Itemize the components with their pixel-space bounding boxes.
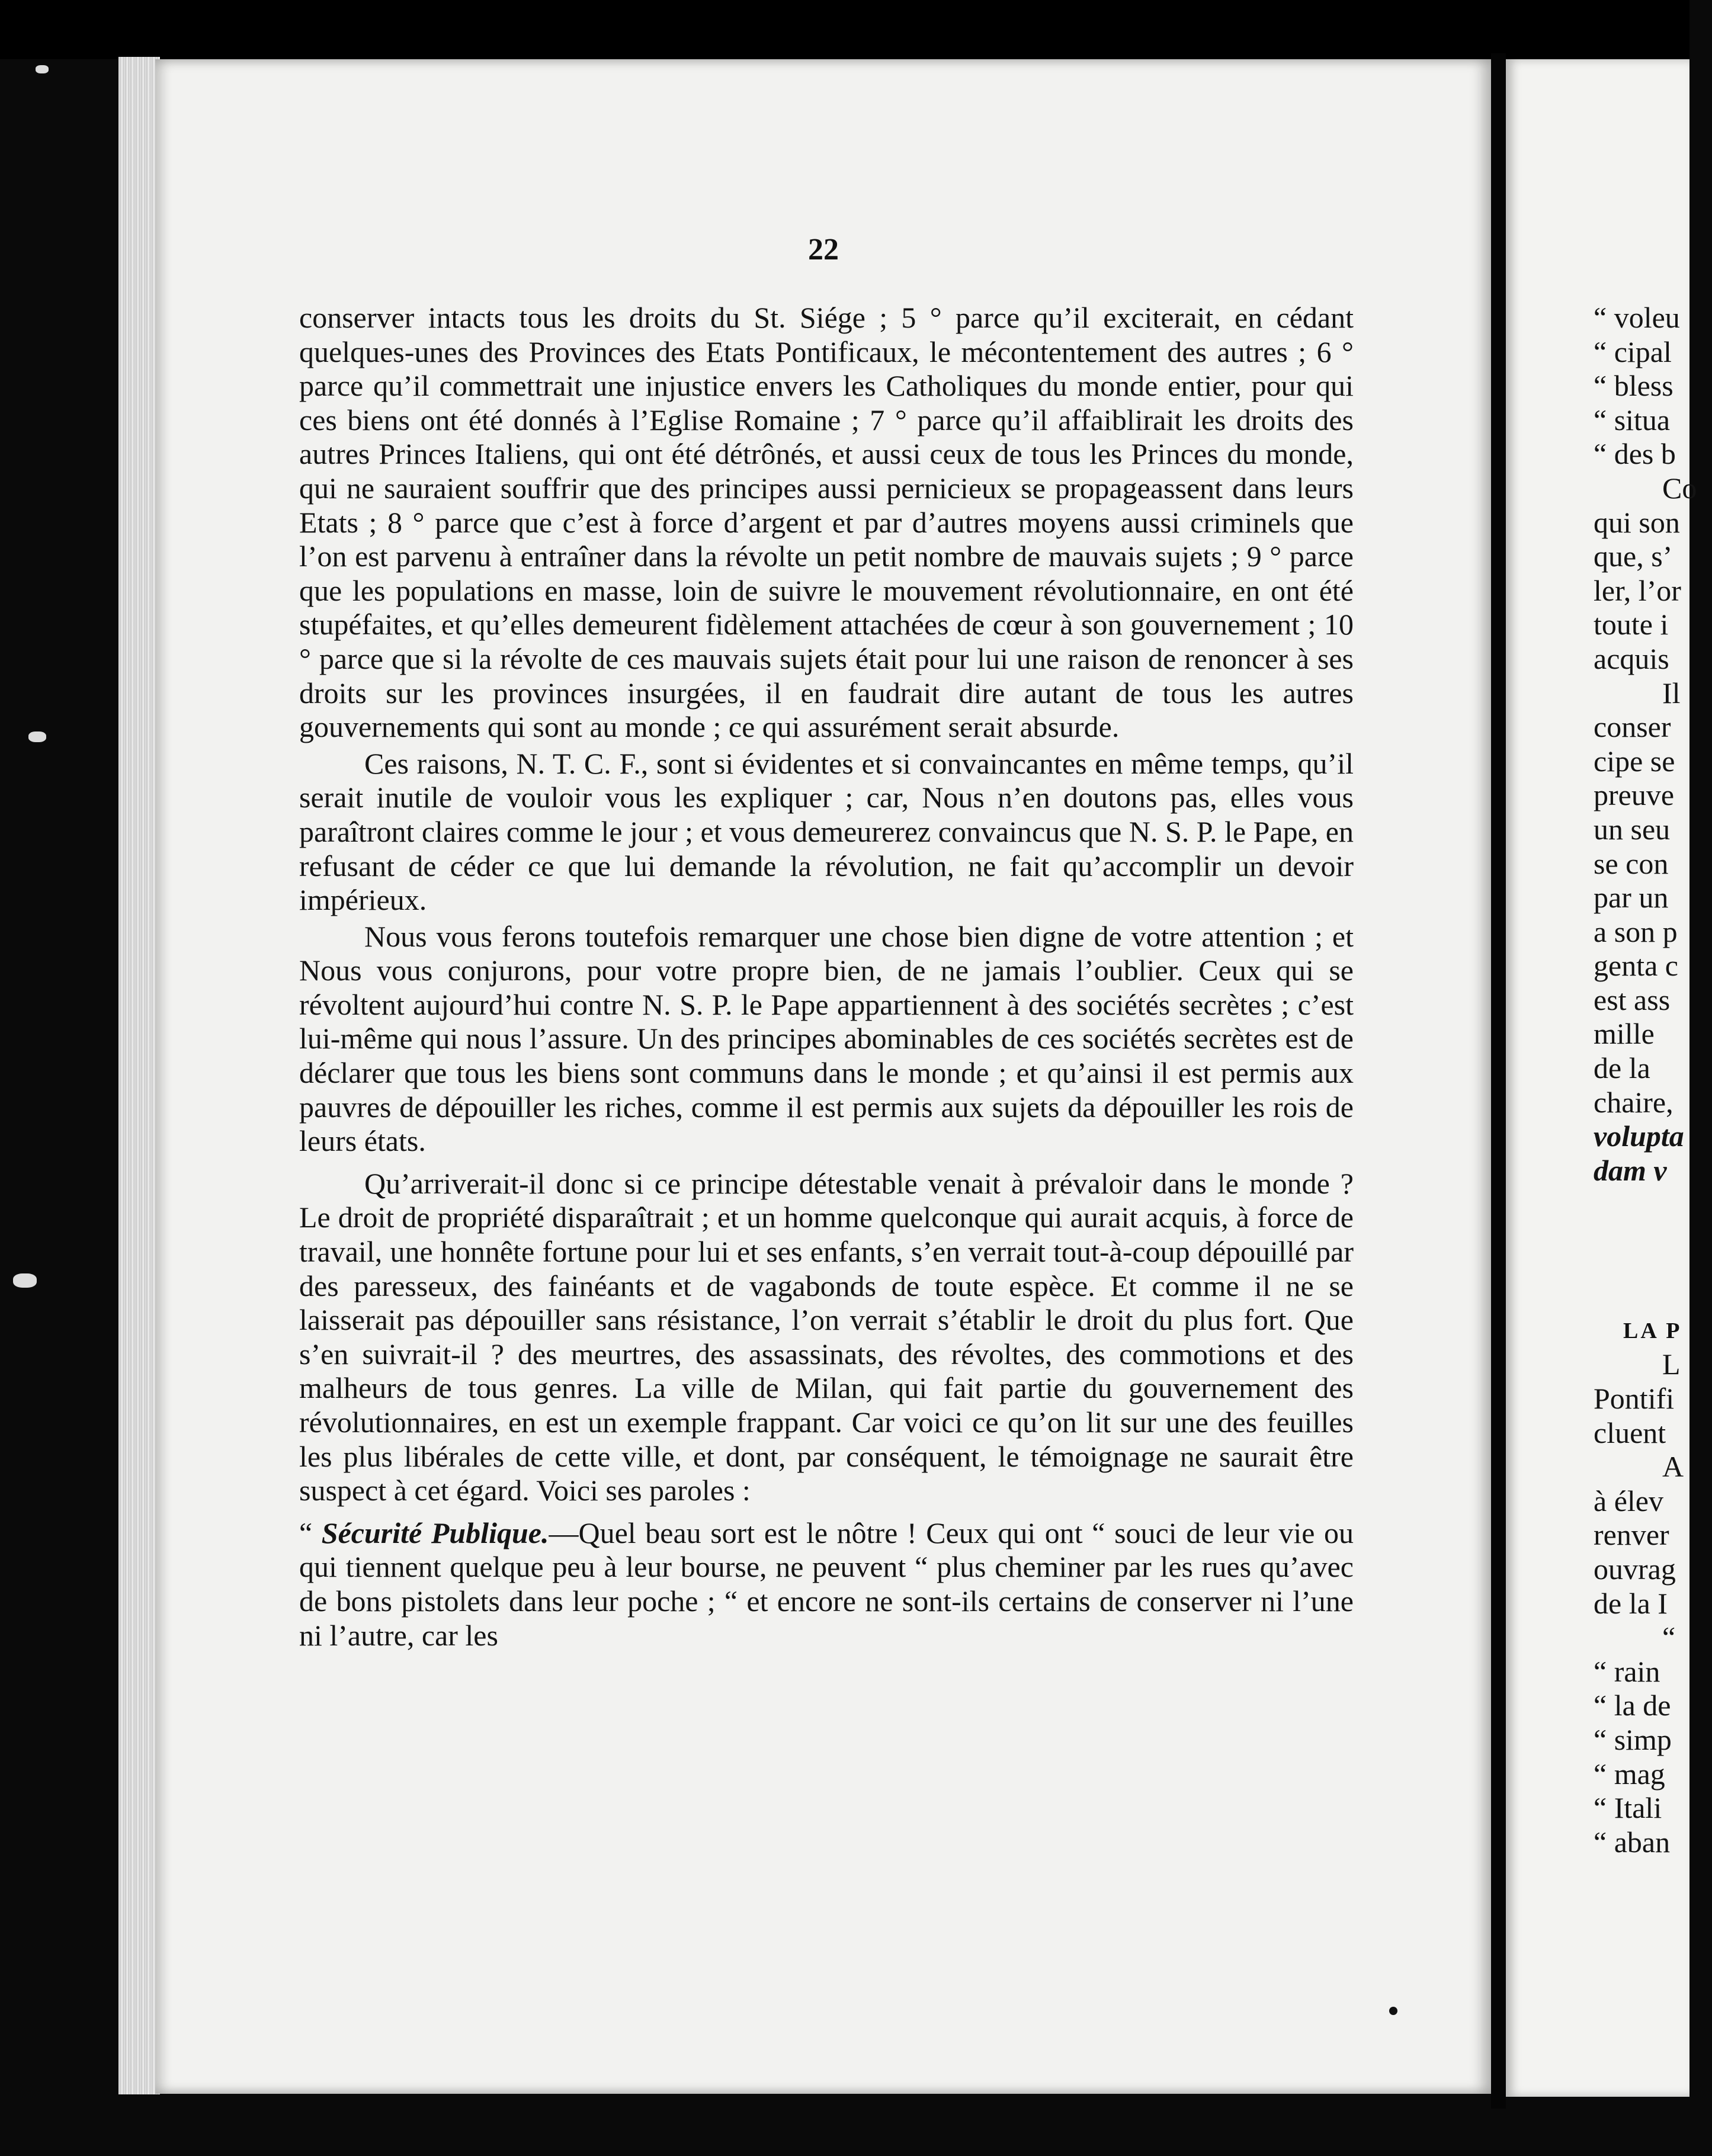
- right-page-line: “ des b: [1594, 437, 1676, 471]
- page-stack-edge: [118, 57, 160, 2094]
- paragraph-4: Qu’arriverait-il donc si ce principe détestable venait à prévaloir dans le monde ? Le droit de propriété disparaîtrait ; et un homme quelconque qui aurait acquis, à force de travail, une honnête fortune pour lui et ses enfants, s’en verrait tout-à-coup dépouillé par des paresseux, des fainéants et de vagabonds de toute espèce. Et comme il ne se laisserait pas dépouiller sans résistance, l’on verrait s’établir le droit du plus fort. Que s’en suivrait-il ? des meurtres, des assassinats, des révoltes, des commotions et des malheurs de tous genres. La ville de Milan, qui fait partie du gouvernement des révolutionnaires, en est un exemple frappant. Car voici ce qu’on lit sur une des feuilles les plus libérales de cette ville, et dont, par conséquent, le témoignage ne saurait être suspect à cet égard. Voici ses paroles :: [299, 1166, 1354, 1507]
- right-page-line: “ cipal: [1594, 335, 1672, 368]
- quote-open-mark: “: [299, 1516, 313, 1549]
- paragraph-2: Ces raisons, N. T. C. F., sont si évidentes et si convaincantes en même temps, qu’il serait inutile de vouloir vous les expliquer ; car, Nous n’en doutons pas, elles vous paraîtront claires comme le jour ; et vous demeurerez convaincus que N. S. P. le Pape, en refusant de céder ce que lui demande la révolution, ne fait qu’accomplir un devoir impérieux.: [299, 746, 1354, 917]
- right-page-line: genta c: [1594, 949, 1678, 983]
- page-number: 22: [808, 233, 839, 267]
- right-page-line: chaire,: [1594, 1085, 1673, 1119]
- body-text: [299, 301, 1354, 1653]
- right-page-line: toute i: [1594, 608, 1669, 641]
- paragraph-3: Nous vous ferons toutefois remarquer une chose bien digne de votre attention ; et Nous vous conjurons, pour votre propre bien, de ne jamais l’oublier. Ceux qui se révoltent aujourd’hui contre N. S. P. le Pape appartiennent à des sociétés secrètes ; c’est lui-même qui nous l’assure. Un des principes abominables de ces sociétés secrètes est de déclarer que tous les biens sont communs dans le monde ; et qu’ainsi il est permis aux pauvres de dépouiller les riches, comme il est permis aux sujets da dépouiller les rois de leurs états.: [299, 919, 1354, 1158]
- scan-speck: [13, 1273, 37, 1288]
- right-page-line: “ Itali: [1594, 1791, 1662, 1825]
- right-page-line: “: [1662, 1621, 1676, 1654]
- quote-body: —Quel beau sort est le nôtre ! Ceux qui ont “ souci de leur vie ou qui tiennent quelque peu à leur bourse, ne peuvent “ plus cheminer par les rues qu’avec de bons pistolets dans leur poche ; “ et encore ne sont-ils certains de conserver ni l’une ni l’autre, car les: [299, 1516, 1354, 1652]
- right-page-line: “ la de: [1594, 1689, 1671, 1722]
- right-page-line: A: [1662, 1450, 1684, 1484]
- quote-paragraph: [299, 1516, 1354, 1653]
- scan-border: [0, 0, 1689, 59]
- right-page-line: preuve: [1594, 778, 1675, 812]
- right-page-line: conser: [1594, 710, 1671, 744]
- right-page-line: qui son: [1594, 505, 1680, 539]
- right-page-line: a son p: [1594, 915, 1678, 948]
- right-page-line: “ rain: [1594, 1654, 1660, 1688]
- right-page-line: volupta: [1594, 1119, 1684, 1153]
- right-page-line: un seu: [1594, 812, 1671, 846]
- right-page-line: Pontifi: [1594, 1382, 1675, 1416]
- scan-speck: [28, 732, 46, 742]
- book-gutter: [1491, 53, 1506, 2109]
- right-page-line: Il: [1662, 676, 1681, 710]
- right-page-line: “ voleu: [1594, 301, 1680, 334]
- right-page-line: cluent: [1594, 1416, 1666, 1449]
- right-page-text: [1594, 301, 1712, 1859]
- right-page-line: mille: [1594, 1017, 1655, 1051]
- paragraph-1: conserver intacts tous les droits du St. Siége ; 5 ° parce qu’il exciterait, en cédant quelques-unes des Provinces des Etats Pontificaux, le mécontentement des autres ; 6 ° parce qu’il commettrait une injustice envers les Catholiques du monde entier, pour qui ces biens ont été donnés à l’Eglise Romaine ; 7 ° parce qu’il affaiblirait les droits des autres Princes Italiens, qui ont été détrônés, et aussi ceux de tous les Princes du monde, qui ne sauraient souffrir que des principes aussi pernicieux se propageassent dans leurs Etats ; 8 ° parce que c’est à force d’argent et par d’autres moyens aussi criminels que l’on est parvenu à entraîner dans la révolte un petit nombre de mauvais sujets ; 9 ° parce que les populations en masse, loin de suivre le mouvement révolutionnaire, en ont été stupéfaites, et qu’elles demeurent fidèlement attachées de cœur à son gouvernement ; 10 ° parce que si la révolte de ces mauvais sujets était pour lui une raison de renoncer à ses droits sur les provinces insurgées, il en faudrait dire autant de tous les autres gouvernements qui sont au monde ; ce qui assurément serait absurde.: [299, 301, 1354, 744]
- ink-dot: [1389, 2007, 1397, 2015]
- right-page-line: se con: [1594, 846, 1669, 880]
- right-page-line: renver: [1594, 1518, 1669, 1552]
- right-page-line: que, s’: [1594, 540, 1673, 573]
- right-page-line: Co: [1662, 471, 1697, 505]
- right-page-line: “ aban: [1594, 1825, 1671, 1859]
- right-page-line: “ simp: [1594, 1722, 1672, 1756]
- right-page-line: “ situa: [1594, 403, 1671, 437]
- right-page-heading: LA P: [1623, 1318, 1682, 1343]
- right-page-line: cipe se: [1594, 744, 1675, 778]
- right-page-line: de la I: [1594, 1586, 1668, 1620]
- right-page-line: dam v: [1594, 1153, 1667, 1187]
- right-page-line: ouvrag: [1594, 1552, 1676, 1586]
- right-page-line: à élev: [1594, 1484, 1663, 1517]
- right-page-line: “ bless: [1594, 369, 1673, 403]
- scan-speck: [36, 65, 49, 73]
- right-page-line: par un: [1594, 881, 1669, 915]
- right-page-line: “ mag: [1594, 1757, 1665, 1791]
- right-page-line: ler, l’or: [1594, 573, 1681, 607]
- right-page-line: de la: [1594, 1051, 1650, 1085]
- quote-title: Sécurité Publique.: [321, 1516, 549, 1549]
- right-page-line: L: [1662, 1348, 1681, 1381]
- right-page-line: est ass: [1594, 983, 1671, 1016]
- right-page-line: acquis: [1594, 641, 1669, 675]
